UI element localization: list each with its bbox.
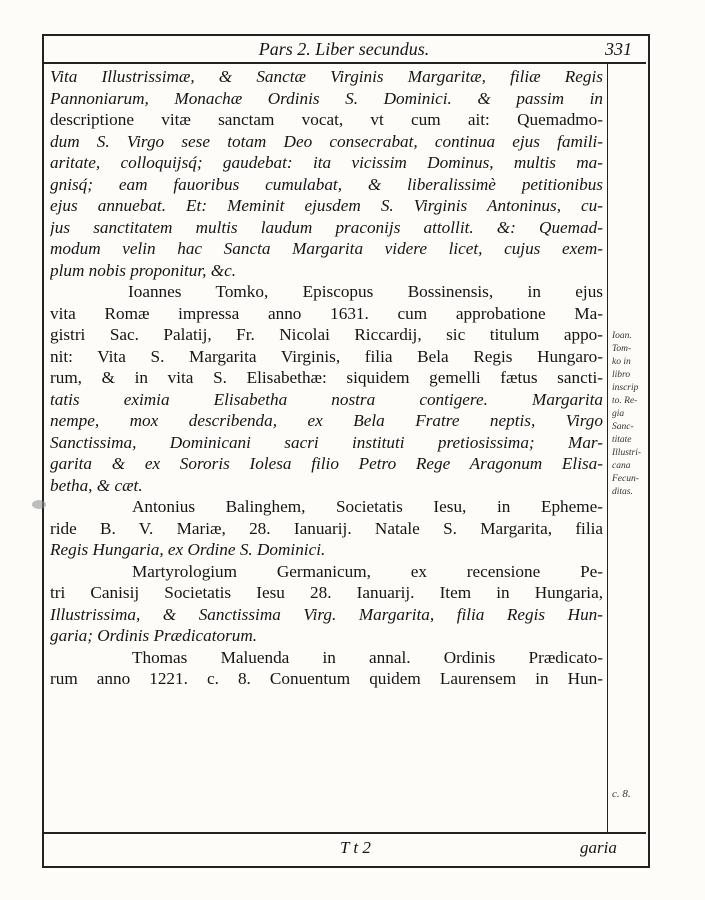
text-line: Pannoniarum, Monachæ Ordinis S. Dominici. & passim in — [50, 88, 603, 108]
paragraph-start: Ioannes Tomko, Episcopus Bossinensis, in ejus — [128, 282, 603, 301]
text-line: Sanctissima, Dominicani sacri instituti pretiosissima; Mar- — [50, 432, 603, 452]
paragraph-start: Antonius Balinghem, Societatis Iesu, in Epheme- — [132, 497, 603, 516]
text-line: gnisq́; eam fauoribus cumulabat, & liberalissimè petitionibus — [50, 174, 603, 194]
catchword: garia — [580, 838, 617, 857]
text-line: plum nobis proponitur, &c. — [50, 260, 237, 280]
marginal-note — [612, 330, 646, 499]
text-line: garita & ex Sororis Iolesa filio Petro Rege Aragonum Elisa- — [50, 454, 603, 473]
text-line: Vita Illustrissimæ, & Sanctæ Virginis Margaritæ, filiæ Regis — [50, 67, 603, 86]
text-line: Illustrissima, & Sanctissima Virg. Margarita, filia Regis Hun- — [50, 604, 603, 624]
text-line: nit: Vita S. Margarita Virginis, filia Bela Regis Hungaro- — [50, 346, 603, 366]
text-line: Regis Hungaria, ex Ordine S. Dominici. — [50, 540, 326, 559]
marginal-line: Tom- — [612, 344, 632, 354]
text-line: tri Canisij Societatis Iesu 28. Ianuarij. Item in Hungaria, — [50, 583, 603, 602]
text-line: modum velin hac Sancta Margarita videre licet, cujus exem- — [50, 239, 603, 258]
text-line: betha, & cæt. — [50, 475, 143, 495]
text-line: gistri Sac. Palatij, Fr. Nicolai Riccardij, sic titulum appo- — [50, 325, 603, 344]
marginal-line: ditas. — [612, 487, 633, 497]
marginal-line: Illustri- — [612, 448, 642, 458]
marginal-note-chapter: c. 8. — [612, 788, 631, 800]
running-head — [42, 38, 646, 62]
marginal-line: Ioan. — [612, 331, 632, 341]
marginal-line: inscrip — [612, 383, 639, 393]
marginal-line: ko in — [612, 357, 631, 367]
main-text — [50, 66, 603, 690]
text-line: rum anno 1221. c. 8. Conuentum quidem Laurensem in Hun- — [50, 669, 603, 688]
ink-stain — [32, 500, 46, 509]
text-line: rum, & in vita S. Elisabethæ: siquidem gemelli fætus sancti- — [50, 368, 603, 387]
text-line: vita Romæ impressa anno 1631. cum approbatione Ma- — [50, 303, 603, 323]
text-line: ejus annuebat. Et: Meminit ejusdem S. Virginis Antoninus, cu- — [50, 196, 603, 215]
text-line: tatis eximia Elisabetha nostra contigere. Margarita — [50, 389, 603, 409]
marginal-line: libro — [612, 370, 631, 380]
text-line: nempe, mox describenda, ex Bela Fratre neptis, Virgo — [50, 411, 603, 430]
marginal-line: titate — [612, 435, 632, 445]
footer-rule — [42, 832, 646, 834]
text-line: descriptione vitæ sanctam vocat, vt cum ait: Quemadmo- — [50, 110, 603, 129]
header-rule — [42, 62, 646, 64]
text-line: dum S. Virgo sese totam Deo consecrabat, continua ejus famili- — [50, 131, 603, 151]
paragraph-start: Thomas Maluenda in annal. Ordinis Prædicato- — [132, 647, 603, 667]
marginal-line: Sanc- — [612, 422, 634, 432]
text-line: jus sanctitatem multis laudum praconijs attollit. &: Quemad- — [50, 217, 603, 237]
margin-rule — [607, 62, 608, 832]
marginal-line: cana — [612, 461, 631, 471]
page-title: Pars 2. Liber secundus. — [258, 39, 430, 59]
marginal-line: gia — [612, 409, 625, 419]
text-line: aritate, colloquijsq́; gaudebat: ita vicissim Dominus, multis ma- — [50, 153, 603, 172]
marginal-line: Fecun- — [612, 474, 639, 484]
text-line: garia; Ordinis Prædicatorum. — [50, 626, 258, 645]
signature-mark: T t 2 — [340, 838, 371, 857]
marginal-line: to. Re- — [612, 396, 638, 406]
text-line: ride B. V. Mariæ, 28. Ianuarij. Natale S. Margarita, filia — [50, 518, 603, 538]
page-number: 331 — [605, 39, 632, 59]
paragraph-start: Martyrologium Germanicum, ex recensione Pe- — [132, 561, 603, 581]
